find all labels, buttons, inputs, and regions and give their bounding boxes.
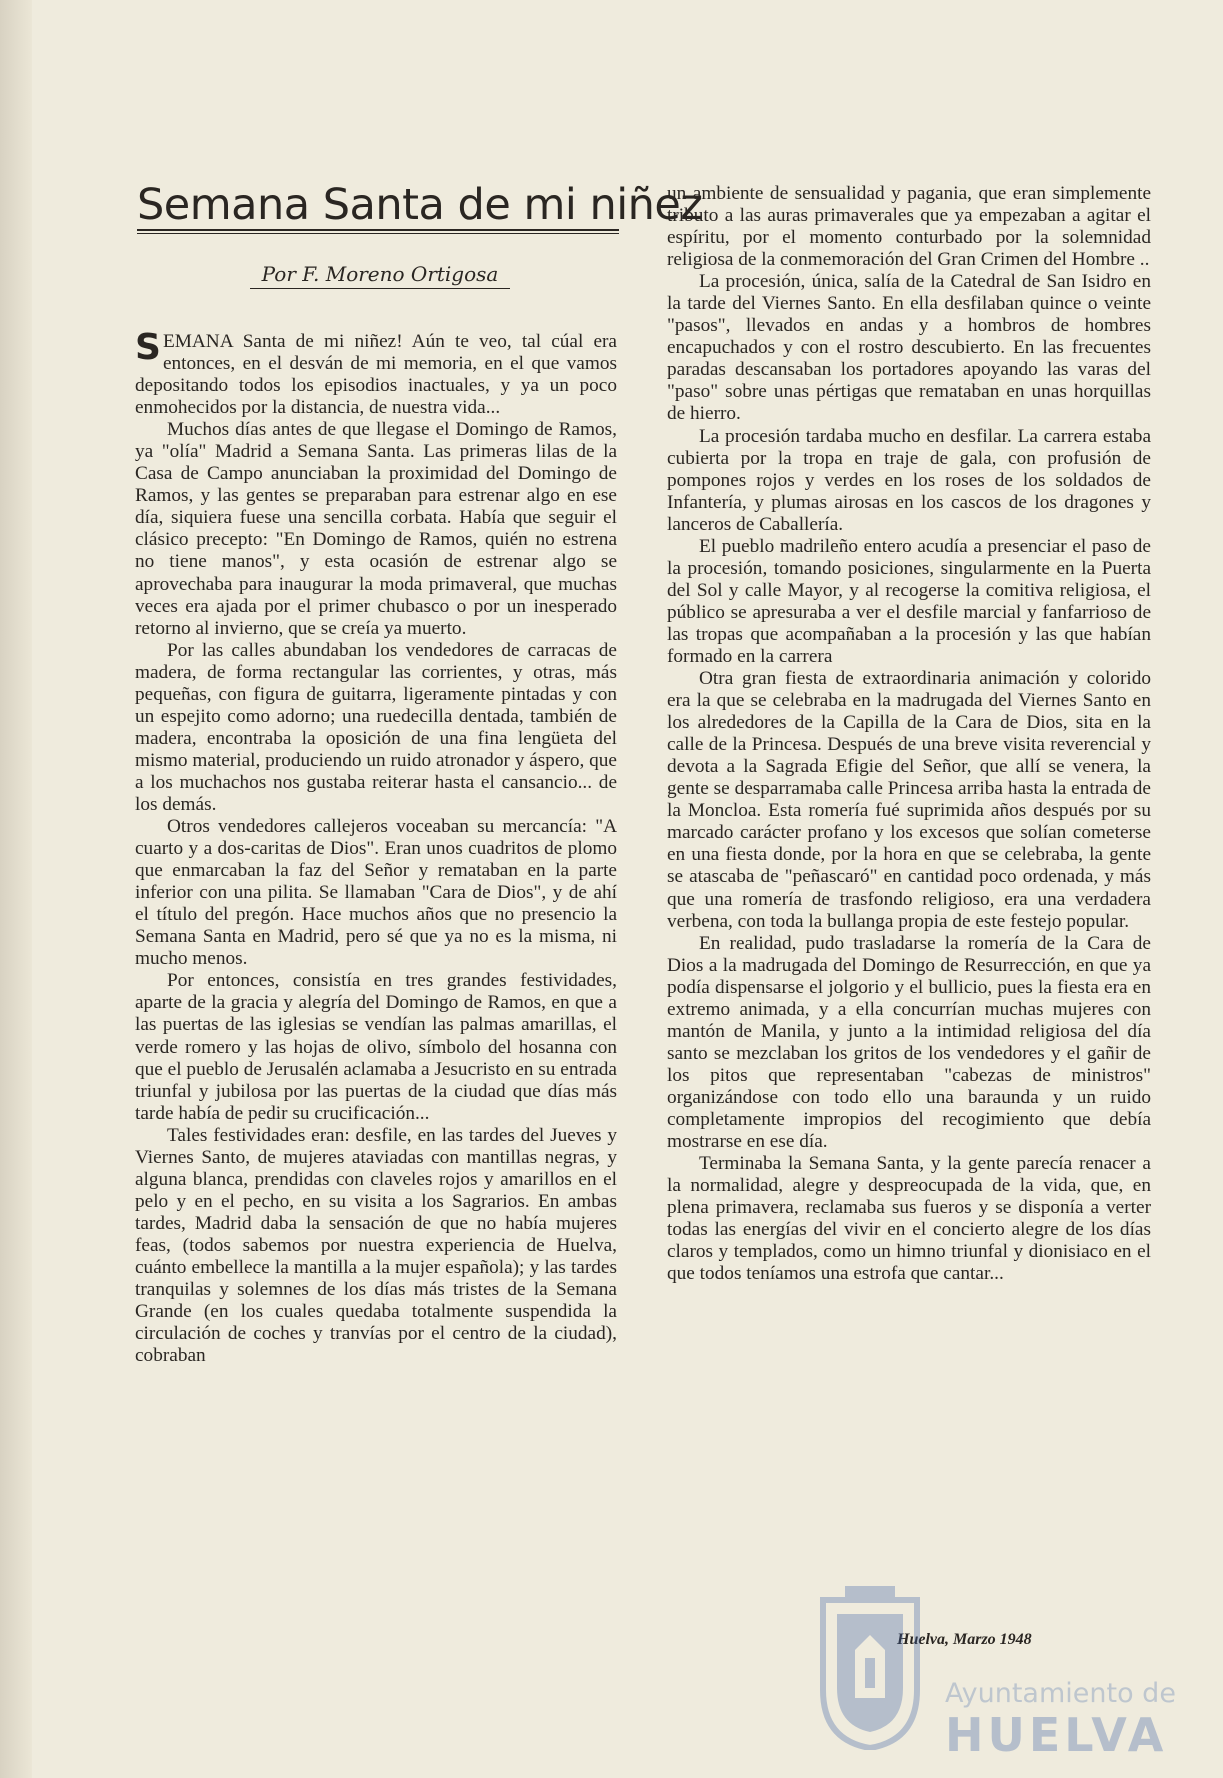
page-binding-edge xyxy=(0,0,32,1778)
right-column xyxy=(667,183,1151,1285)
paragraph: En realidad, pudo trasladarse la romería de la Cara de Dios a la madrugada del Domingo de Resurrección, en que ya podía dispensarse el jolgorio y el bullicio, pues la fiesta era en extremo animada, y a ella concurrían muchas mujeres con mantón de Manila, y junto a la intimidad religiosa del día santo se mezclaban los gritos de los vendedores y el gañir de los pitos que representaban "cabezas de ministros" organizándose con todo ello una baraunda y un ruido completamente impropios del recogimiento que debía mostrarse en ese día. xyxy=(667,932,1151,1153)
left-column xyxy=(135,327,617,1367)
paragraph: Otra gran fiesta de extraordinaria animación y colorido era la que se celebraba en la madrugada del Viernes Santo en los alrededores de la Capilla de la Cara de Dios, sita en la calle de la Princesa. Después de una breve visita reverencial y devota a la Sagrada Efigie del Señor, que allí se venera, la gente se desparramaba calle Princesa arriba hasta la entrada de la Moncloa. Esta romería fué suprimida años después por su marcado carácter profano y los excesos que solían cometerse en una fiesta donde, por la hora en que se celebraba, la gente se atascaba de "peñascaró" en cantidad poco ordenada, y más que una romería de trasfondo religioso, era una verdadera verbena, con toda la bullanga propia de este festejo popular. xyxy=(667,668,1151,932)
drop-cap: S xyxy=(135,327,161,368)
signature-dateline: Huelva, Marzo 1948 xyxy=(897,1631,1032,1648)
watermark-line2: HUELVA xyxy=(945,1708,1168,1762)
byline: Por F. Moreno Ortigosa xyxy=(250,262,510,289)
paragraph: Por entonces, consistía en tres grandes festividades, aparte de la gracia y alegría del Domingo de Ramos, en que a las puertas de las iglesias se vendían las palmas amarillas, el verde romero y las hojas de olivo, símbolo del hosanna con que el pueblo de Jerusalén aclamaba a Jesucristo en su entrada triunfal y jubilosa por las puertas de la ciudad que días más tarde había de pedir su crucificación... xyxy=(135,970,617,1124)
paragraph: Otros vendedores callejeros voceaban su mercancía: "A cuarto y a dos-caritas de Dios". Eran unos cuadritos de plomo que enmarcaban la faz del Señor y remataban en la parte inferior con una pilita. Se llamaban "Cara de Dios", y de ahí el título del pregón. Hace muchos años que no presencio la Semana Santa en Madrid, pero sé que ya no es la misma, ni mucho menos. xyxy=(135,816,617,970)
article-title: Semana Santa de mi niñez xyxy=(137,180,703,230)
opening-paragraph xyxy=(135,327,617,419)
paragraph: Tales festividades eran: desfile, en las tardes del Jueves y Viernes Santo, de mujeres ataviadas con mantillas negras, y alguna blanca, prendidas con claveles rojos y amarillos en el pelo y en el pecho, en su visita a los Sagrarios. En ambas tardes, Madrid daba la sensación de que no había mujeres feas, (todos sabemos por nuestra experiencia de Huelva, cuánto embellece la mantilla a la mujer española); y las tardes tranquilas y solemnes de los días más tristes de la Semana Grande (en los cuales quedaba totalmente suspendida la circulación de coches y tranvías por el centro de la ciudad), cobraban xyxy=(135,1124,617,1367)
paragraph: La procesión tardaba mucho en desfilar. La carrera estaba cubierta por la tropa en traje de gala, con profusión de pompones rojos y verdes en los roses de los soldados de Infantería, y plumas airosas en los cascos de los dragones y lanceros de Caballería. xyxy=(667,425,1151,535)
watermark-line1: Ayuntamiento de xyxy=(945,1678,1176,1709)
title-rule-thin xyxy=(137,233,619,234)
continued-paragraph: un ambiente de sensualidad y pagania, que eran simplemente tributo a las auras primaverales que ya empezaban a agitar el espíritu, por el momento conturbado por la solemnidad religiosa de la conmemoración del Gran Crimen del Hombre .. xyxy=(667,183,1151,271)
archive-watermark xyxy=(815,1580,1175,1760)
opening-text: EMANA Santa de mi niñez! Aún te veo, tal cúal era entonces, en el desván de mi memoria, en el que vamos depositando todos los episodios inactuales, y ya un poco enmohecidos por la distancia, de nuestra vida... xyxy=(135,331,617,419)
paragraph: El pueblo madrileño entero acudía a presenciar el paso de la procesión, tomando posiciones, singularmente en la Puerta del Sol y calle Mayor, y al recogerse la comitiva religiosa, el público se apresuraba a ver el desfile marcial y fanfarrioso de las tropas que acompañaban a la procesión y las que habían formado en la carrera xyxy=(667,535,1151,667)
paragraph: La procesión, única, salía de la Catedral de San Isidro en la tarde del Viernes Santo. En ella desfilaban quince o veinte "pasos", llevados en andas y a hombros de hombres encapuchados y con el rostro descubierto. En las frecuentes paradas descansaban los portadores apoyando las varas del "paso" sobre unas pértigas que remataban en unas horquillas de hierro. xyxy=(667,271,1151,425)
paragraph: Por las calles abundaban los vendedores de carracas de madera, de forma rectangular las corrientes, y otras, más pequeñas, con figura de guitarra, ligeramente pintadas y con un espejito como adorno; una ruedecilla dentada, también de madera, encontraba la oposición de una fina lengüeta del mismo material, produciendo un ruido atronador y áspero, que a los muchachos nos gustaba reiterar hasta el cansancio... de los demás. xyxy=(135,639,617,815)
paragraph: Muchos días antes de que llegase el Domingo de Ramos, ya "olía" Madrid a Semana Santa. Las primeras lilas de la Casa de Campo anunciaban la proximidad del Domingo de Ramos, y las gentes se preparaban para estrenar algo en ese día, siquiera fuese una sencilla corbata. Había que seguir el clásico precepto: "En Domingo de Ramos, quién no estrena no tiene manos", y esta ocasión de estrenar algo se aprovechaba para inaugurar la moda primaveral, que muchas veces era ajada por el primer chubasco o por un inesperado retorno al invierno, que se creía ya muerto. xyxy=(135,419,617,639)
title-rule xyxy=(137,229,619,231)
paragraph: Terminaba la Semana Santa, y la gente parecía renacer a la normalidad, alegre y despreocupada de la vida, que, en plena primavera, reclamaba sus fueros y se disponía a verter todas las energías del vivir en el concierto alegre de los días claros y templados, como un himno triunfal y dionisiaco en el que todos teníamos una estrofa que cantar... xyxy=(667,1153,1151,1285)
coat-of-arms-icon xyxy=(815,1580,925,1750)
